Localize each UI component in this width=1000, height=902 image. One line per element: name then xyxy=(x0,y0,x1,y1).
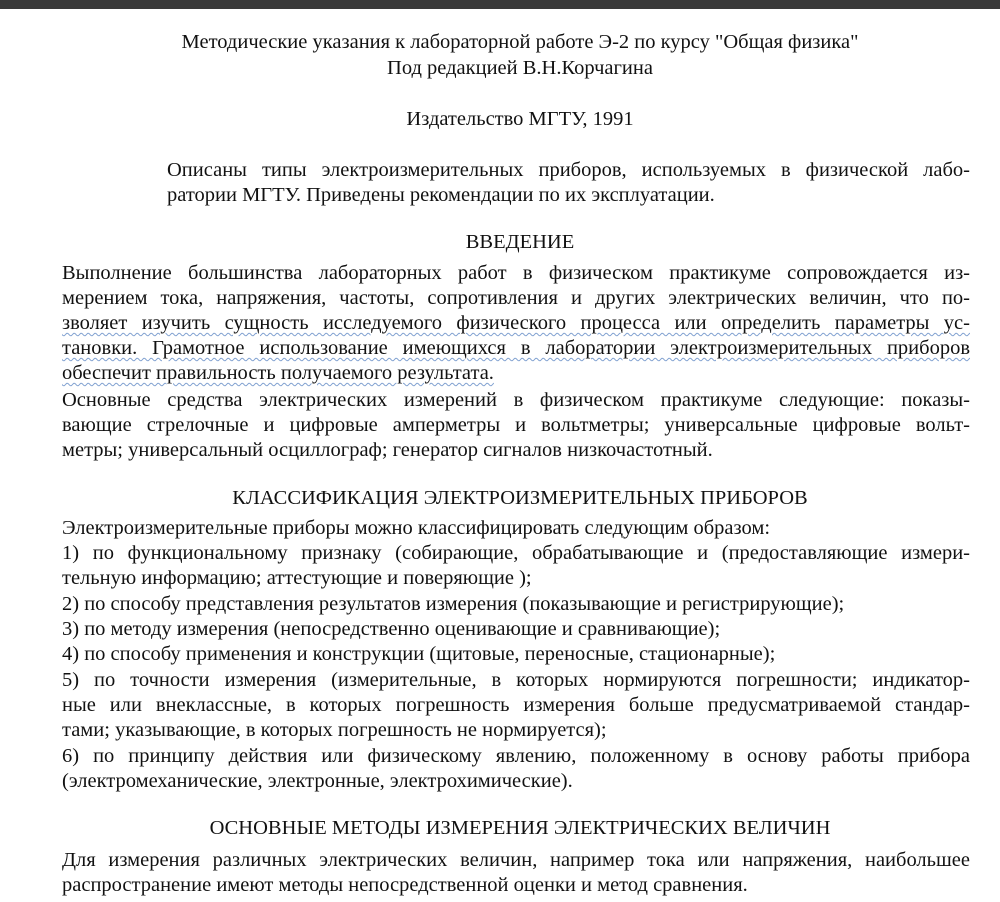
intro-p1-line1: Выполнение большинства лабораторных работ в физическом практикуме сопровождается из- xyxy=(62,262,970,284)
intro-p1-line3: зволяет изучить сущность исследуемого физического процесса или определить параметры ус- xyxy=(62,312,970,334)
methods-p1-line1: Для измерения различных электрических величин, например тока или напряжения, наибольшее xyxy=(62,849,970,871)
intro-p1-line2: мерением тока, напряжения, частоты, сопротивления и других электрических величин, что по- xyxy=(62,287,970,309)
doc-title-line2: Под редакцией В.Н.Корчагина xyxy=(387,57,653,79)
methods-p1-line2: распространение имеют методы непосредственной оценки и метод сравнения. xyxy=(62,874,748,896)
intro-p1-line4: тановки. Грамотное использование имеющихся в лаборатории электроизмерительных приборов xyxy=(62,337,970,359)
doc-publisher: Издательство МГТУ, 1991 xyxy=(406,108,634,130)
classification-item3: 3) по методу измерения (непосредственно оценивающие и сравнивающие); xyxy=(62,618,721,640)
classification-item2: 2) по способу представления результатов измерения (показывающие и регистрирующие); xyxy=(62,593,845,615)
classification-heading: КЛАССИФИКАЦИЯ ЭЛЕКТРОИЗМЕРИТЕЛЬНЫХ ПРИБОРОВ xyxy=(232,487,808,509)
classification-item5-line3: тами; указывающие, в которых погрешность не нормируется); xyxy=(62,719,607,741)
intro-heading: ВВЕДЕНИЕ xyxy=(465,231,575,253)
classification-item4: 4) по способу применения и конструкции (щитовые, переносные, стационарные); xyxy=(62,643,776,665)
classification-item5-line1: 5) по точности измерения (измерительные, в которых нормируются погрешности; индикатор- xyxy=(62,669,970,691)
intro-p1-line5: обеспечит правильность получаемого результата. xyxy=(62,362,494,384)
methods-heading: ОСНОВНЫЕ МЕТОДЫ ИЗМЕРЕНИЯ ЭЛЕКТРИЧЕСКИХ ВЕЛИЧИН xyxy=(209,817,831,839)
intro-p2-line3: метры; универсальный осциллограф; генератор сигналов низкочастотный. xyxy=(62,439,713,461)
classification-intro: Электроизмерительные приборы можно классифицировать следующим образом: xyxy=(62,517,771,539)
classification-item1-line1: 1) по функциональному признаку (собирающие, обрабатывающие и (предоставляющие измери- xyxy=(62,542,970,564)
intro-p2-line2: вающие стрелочные и цифровые амперметры и вольтметры; универсальные цифровые вольт- xyxy=(62,414,970,436)
classification-item6-line1: 6) по принципу действия или физическому явлению, положенному в основу работы прибора xyxy=(62,745,970,767)
classification-item6-line2: (электромеханические, электронные, электрохимические). xyxy=(62,770,573,792)
doc-title-line1: Методические указания к лабораторной работе Э-2 по курсу "Общая физика" xyxy=(181,31,859,53)
abstract-line1: Описаны типы электроизмерительных приборов, используемых в физической лабо- xyxy=(167,159,970,181)
intro-p2-line1: Основные средства электрических измерений в физическом практикуме следующие: показы- xyxy=(62,389,970,411)
classification-item5-line2: ные или внеклассные, в которых погрешность измерения больше предусматриваемой стандар- xyxy=(62,694,970,716)
classification-item1-line2: тельную информацию; аттестующие и поверяющие ); xyxy=(62,567,532,589)
abstract-line2: ратории МГТУ. Приведены рекомендации по их эксплуатации. xyxy=(167,184,715,206)
